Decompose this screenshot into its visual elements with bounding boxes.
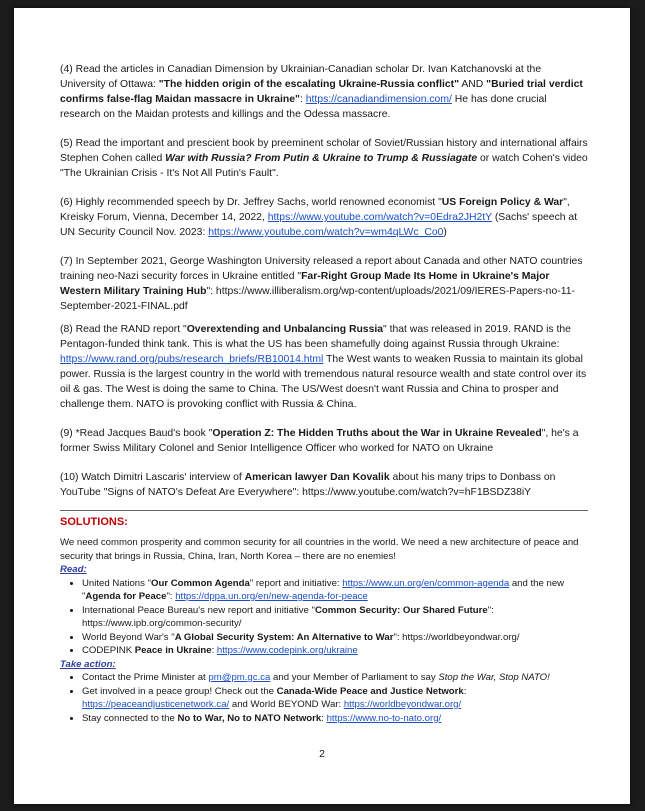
interviewee-name: American lawyer Dan Kovalik [244,472,390,483]
text: (7) In September 2021, George Washington University released a report about Canada and other NATO countries training neo-Nazi security forces in Ukraine entitled " [60,256,583,282]
youtube-link-1[interactable]: https://www.youtube.com/watch?v=0Edra2JH2tY [267,212,492,223]
article-title-2: "Buried trial verdict confirms false-flag Maidan massacre in Ukraine" [60,79,583,105]
codepink-link[interactable]: https://www.codepink.org/ukraine [216,645,358,656]
text: " report and initiative: [249,577,343,589]
page-number: 2 [319,748,325,760]
text: (8) Read the RAND report " [60,324,187,335]
report-title: Far-Right Group Made Its Home in Ukraine's Major Western Military Training Hub [60,271,550,297]
network-name: No to War, No to NATO Network [177,712,322,724]
text: (10) Watch Dimitri Lascaris' interview of [60,472,245,483]
text: " that was released in 2019. RAND is the Pentagon-funded think tank. This is what the US has been shamefully doing against Russia through Ukraine: [60,324,571,350]
canadian-dimension-link[interactable]: https://canadiandimension.com/ [305,94,452,105]
item-title: Agenda for Peace [85,591,167,602]
text: Contact the Prime Minister at [82,672,209,683]
paragraph-4 [60,62,588,122]
list-item [82,671,588,685]
item-title: Our Common Agenda [151,577,250,589]
list-item [82,712,588,726]
text: : [321,712,327,724]
text: : [211,645,217,656]
slogan: Stop the War, Stop NATO! [438,672,550,683]
item-title: Common Security: Our Shared Future [314,604,488,616]
rand-report-title: Overextending and Unbalancing Russia [186,324,384,335]
text: and World BEYOND War: [229,699,344,710]
list-item [82,577,588,604]
text: ": https://worldbeyondwar.org/ [393,631,520,643]
youtube-link-2[interactable]: https://www.youtube.com/watch?v=wm4qLWc_Co0 [208,227,444,238]
text: The West wants to weaken Russia to maintain its global power. Russia is the largest country in the world with tremendous natural resource wealth and state control over its oil & gas. The West is doing the same to China. The US/West doesn't want Russia and China to prosper and challenge them. NATO is provoking conflict with Russia & China. [60,354,587,410]
solutions-heading: SOLUTIONS: [60,516,128,528]
pm-email-link[interactable]: pm@pm.gc.ca [208,672,271,683]
rand-link[interactable]: https://www.rand.org/pubs/research_briefs/RB10014.html [60,354,324,365]
list-item [82,644,588,658]
un-agenda-link[interactable]: https://www.un.org/en/common-agenda [342,577,510,589]
text: and your Member of Parliament to say [270,672,439,683]
take-action-label: Take action: [60,658,116,670]
text: (Sachs' speech at UN Security Council Nov. 2023: [60,212,578,238]
list-item [82,631,588,645]
document-page [14,8,630,804]
text: (5) Read the important and prescient book by preeminent scholar of Soviet/Russian history and international affairs Stephen Cohen called [60,138,588,164]
text: World Beyond War's " [82,631,175,643]
section-divider [60,510,588,511]
text: (9) *Read Jacques Baud's book " [60,428,213,439]
no-to-nato-link[interactable]: https://www.no-to-nato.org/ [326,712,442,724]
paragraph-5 [60,136,588,181]
text: ": [166,591,176,602]
text: (4) Read the articles in Canadian Dimension by Ukrainian-Canadian scholar Dr. Ivan Katchanovski at the University of Ottawa: [60,64,542,90]
world-beyond-war-link[interactable]: https://worldbeyondwar.org/ [343,699,462,710]
text: ", Kreisky Forum, Vienna, December 14, 2022, [60,197,570,223]
article-title-1: "The hidden origin of the escalating Ukraine-Russia conflict" [158,79,460,90]
item-title: A Global Security System: An Alternative to War [174,631,394,643]
list-item [82,604,588,631]
read-label: Read: [60,564,87,575]
text: and the new " [82,577,565,602]
text: ", he's a former Swiss Military Colonel and Senior Intelligence Officer who worked for NATO on Ukraine [60,428,579,454]
paragraph-7 [60,254,588,314]
paragraph-10 [60,470,588,500]
text: AND [459,79,487,90]
text: (6) Highly recommended speech by Dr. Jeffrey Sachs, world renowned economist " [60,197,442,208]
book-title: War with Russia? From Putin & Ukraine to Trump & Russiagate [165,153,478,164]
text: Stay connected to the [82,712,178,724]
text: CODEPINK [82,645,135,656]
list-item [82,685,588,712]
paragraph-8 [60,322,588,412]
text: ": https://www.illiberalism.org/wp-content/uploads/2021/09/IERES-Papers-no-11-September-2021-FINAL.pdf [60,286,575,312]
solutions-section [60,536,588,725]
text: ": https://www.ipb.org/common-security/ [82,604,494,629]
paragraph-9 [60,426,588,456]
text: International Peace Bureau's new report and initiative " [82,604,315,616]
action-list [60,671,588,725]
paragraph-6 [60,195,588,240]
text: ) [443,227,447,238]
text: United Nations " [82,577,151,589]
peace-justice-link[interactable]: https://peaceandjusticenetwork.ca/ [82,699,230,710]
text: He has done crucial research on the Maidan protests and killings and the Odessa massacre. [60,94,547,120]
text: : [299,94,306,105]
network-name: Canada-Wide Peace and Justice Network [276,685,464,697]
text: or watch Cohen's video "The Ukrainian Crisis - It's Not All Putin's Fault". [60,153,588,179]
page-content [60,54,588,725]
item-title: Peace in Ukraine [134,645,212,656]
text: Get involved in a peace group! Check out the [82,685,277,697]
read-list [60,577,588,658]
text: : [463,685,467,697]
solutions-intro: We need common prosperity and common security for all countries in the world. We need a new architecture of peace and security that brings in Russia, China, Iran, North Korea – there are no enemies! [60,537,579,562]
book-title: Operation Z: The Hidden Truths about the War in Ukraine Revealed [212,428,542,439]
agenda-for-peace-link[interactable]: https://dppa.un.org/en/new-agenda-for-peace [175,591,368,602]
text: about his many trips to Donbass on YouTube "Signs of NATO's Defeat Are Everywhere": https://www.youtube.com/watch?v=hF1BSDZ38iY [60,472,556,498]
speech-title: US Foreign Policy & War [441,197,564,208]
